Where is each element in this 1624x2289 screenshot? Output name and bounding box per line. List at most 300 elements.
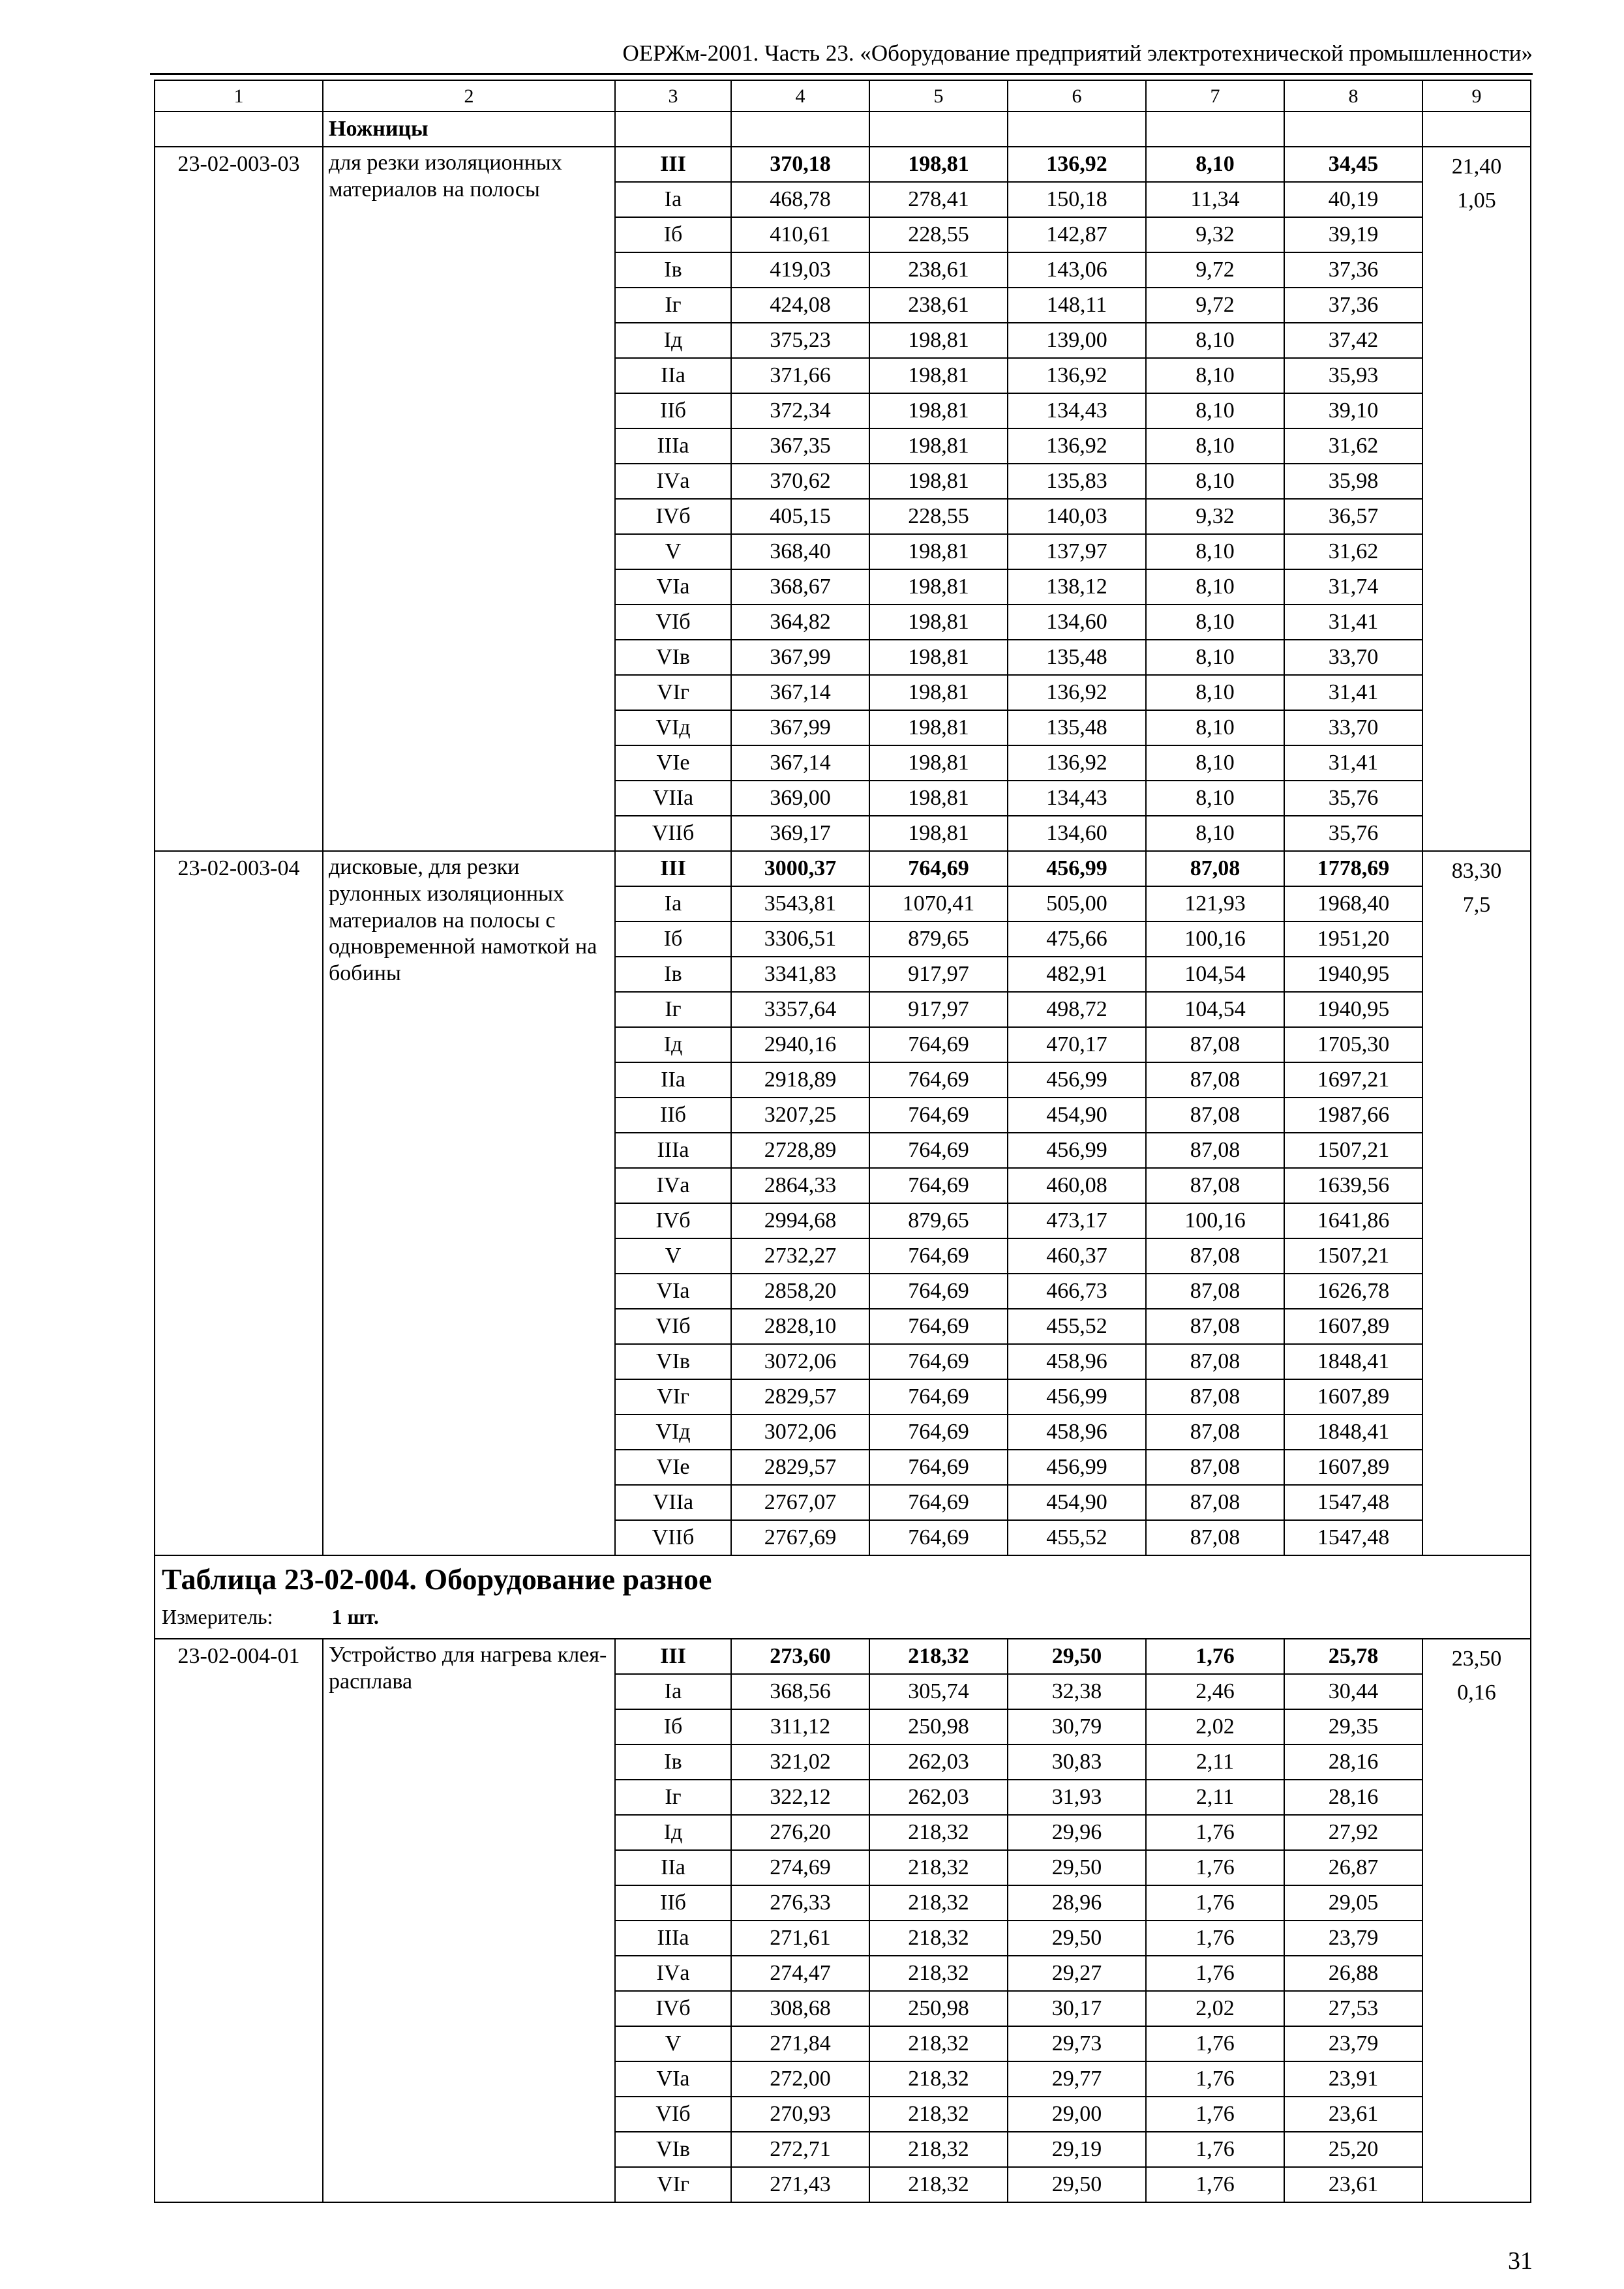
value-cell: 23,79	[1284, 1921, 1422, 1956]
value-cell: 31,74	[1284, 569, 1422, 605]
value-cell: 1507,21	[1284, 1133, 1422, 1168]
value-cell: 274,47	[731, 1956, 869, 1991]
value-cell: 473,17	[1008, 1203, 1146, 1238]
col9-value: 23,50	[1451, 1647, 1502, 1671]
value-cell: 23,61	[1284, 2167, 1422, 2202]
value-cell: 2994,68	[731, 1203, 869, 1238]
value-cell: 271,43	[731, 2167, 869, 2202]
value-cell: 764,69	[869, 1379, 1008, 1414]
zone-cell: IIб	[615, 1885, 731, 1921]
value-cell: 135,83	[1008, 464, 1146, 499]
position-description: дисковые, для резки рулонных изоляционных материалов на полосы с одновременной намоткой на бобины	[323, 851, 615, 1555]
value-cell: 1070,41	[869, 886, 1008, 921]
zone-cell: IIа	[615, 358, 731, 393]
value-cell: 139,00	[1008, 323, 1146, 358]
value-cell: 35,76	[1284, 816, 1422, 851]
value-cell: 28,16	[1284, 1744, 1422, 1780]
value-cell: 262,03	[869, 1744, 1008, 1780]
empty-cell	[1284, 112, 1422, 147]
value-cell: 29,77	[1008, 2061, 1146, 2097]
value-cell: 37,42	[1284, 323, 1422, 358]
value-cell: 8,10	[1146, 605, 1284, 640]
value-cell: 87,08	[1146, 1168, 1284, 1203]
value-cell: 278,41	[869, 182, 1008, 217]
unit-value: 1 шт.	[331, 1604, 379, 1628]
value-cell: 1848,41	[1284, 1414, 1422, 1450]
value-cell: 9,32	[1146, 217, 1284, 252]
value-cell: 364,82	[731, 605, 869, 640]
value-cell: 87,08	[1146, 1062, 1284, 1098]
value-cell: 410,61	[731, 217, 869, 252]
value-cell: 31,41	[1284, 675, 1422, 710]
zone-cell: III	[615, 851, 731, 886]
column-number-row	[155, 80, 1531, 112]
value-cell: 764,69	[869, 1485, 1008, 1520]
value-cell: 456,99	[1008, 1133, 1146, 1168]
value-cell: 3306,51	[731, 921, 869, 957]
zone-cell: IIа	[615, 1850, 731, 1885]
value-cell: 498,72	[1008, 992, 1146, 1027]
value-cell: 368,40	[731, 534, 869, 569]
value-cell: 3000,37	[731, 851, 869, 886]
value-cell: 2,46	[1146, 1674, 1284, 1709]
value-cell: 475,66	[1008, 921, 1146, 957]
value-cell: 198,81	[869, 358, 1008, 393]
value-cell: 218,32	[869, 1639, 1008, 1674]
zone-cell: VIв	[615, 2132, 731, 2167]
col9-value: 21,40	[1451, 155, 1502, 179]
value-cell: 8,10	[1146, 781, 1284, 816]
value-cell: 31,62	[1284, 428, 1422, 464]
value-cell: 29,50	[1008, 1639, 1146, 1674]
value-cell: 148,11	[1008, 288, 1146, 323]
value-cell: 29,19	[1008, 2132, 1146, 2167]
value-cell: 218,32	[869, 2097, 1008, 2132]
value-cell: 1607,89	[1284, 1379, 1422, 1414]
value-cell: 250,98	[869, 1991, 1008, 2026]
table-row	[155, 147, 1531, 182]
zone-cell: Iд	[615, 1815, 731, 1850]
value-cell: 31,41	[1284, 605, 1422, 640]
value-cell: 270,93	[731, 2097, 869, 2132]
value-cell: 271,84	[731, 2026, 869, 2061]
value-cell: 87,08	[1146, 1238, 1284, 1274]
value-cell: 764,69	[869, 1450, 1008, 1485]
value-cell: 37,36	[1284, 252, 1422, 288]
column-number: 8	[1284, 80, 1422, 112]
value-cell: 2829,57	[731, 1379, 869, 1414]
value-cell: 454,90	[1008, 1098, 1146, 1133]
value-cell: 250,98	[869, 1709, 1008, 1744]
value-cell: 35,98	[1284, 464, 1422, 499]
value-cell: 308,68	[731, 1991, 869, 2026]
empty-cell	[731, 112, 869, 147]
value-cell: 2828,10	[731, 1309, 869, 1344]
value-cell: 3207,25	[731, 1098, 869, 1133]
value-cell: 8,10	[1146, 534, 1284, 569]
value-cell: 218,32	[869, 2061, 1008, 2097]
zone-cell: VIа	[615, 1274, 731, 1309]
value-cell: 3072,06	[731, 1344, 869, 1379]
value-cell: 198,81	[869, 569, 1008, 605]
value-cell: 1940,95	[1284, 957, 1422, 992]
value-cell: 104,54	[1146, 957, 1284, 992]
empty-cell	[1008, 112, 1146, 147]
zone-cell: IIIа	[615, 428, 731, 464]
value-cell: 2728,89	[731, 1133, 869, 1168]
table-body	[155, 80, 1531, 2202]
value-cell: 218,32	[869, 2132, 1008, 2167]
value-cell: 1778,69	[1284, 851, 1422, 886]
value-cell: 764,69	[869, 1274, 1008, 1309]
value-cell: 370,18	[731, 147, 869, 182]
col9-values	[1422, 851, 1531, 1555]
section-code-cell	[155, 112, 323, 147]
value-cell: 764,69	[869, 1238, 1008, 1274]
value-cell: 1607,89	[1284, 1450, 1422, 1485]
empty-cell	[869, 112, 1008, 147]
zone-cell: Iг	[615, 1780, 731, 1815]
value-cell: 137,97	[1008, 534, 1146, 569]
value-cell: 1,76	[1146, 1639, 1284, 1674]
value-cell: 458,96	[1008, 1344, 1146, 1379]
value-cell: 198,81	[869, 464, 1008, 499]
empty-cell	[1422, 112, 1531, 147]
value-cell: 136,92	[1008, 428, 1146, 464]
value-cell: 87,08	[1146, 1274, 1284, 1309]
value-cell: 470,17	[1008, 1027, 1146, 1062]
value-cell: 218,32	[869, 1885, 1008, 1921]
column-number: 4	[731, 80, 869, 112]
value-cell: 30,17	[1008, 1991, 1146, 2026]
value-cell: 321,02	[731, 1744, 869, 1780]
value-cell: 764,69	[869, 851, 1008, 886]
value-cell: 454,90	[1008, 1485, 1146, 1520]
value-cell: 3357,64	[731, 992, 869, 1027]
value-cell: 2918,89	[731, 1062, 869, 1098]
value-cell: 8,10	[1146, 640, 1284, 675]
value-cell: 198,81	[869, 745, 1008, 781]
value-cell: 369,00	[731, 781, 869, 816]
value-cell: 8,10	[1146, 464, 1284, 499]
value-cell: 218,32	[869, 1956, 1008, 1991]
value-cell: 33,70	[1284, 640, 1422, 675]
value-cell: 1547,48	[1284, 1520, 1422, 1555]
value-cell: 271,61	[731, 1921, 869, 1956]
zone-cell: IVб	[615, 1991, 731, 2026]
value-cell: 367,99	[731, 640, 869, 675]
value-cell: 218,32	[869, 1921, 1008, 1956]
value-cell: 1951,20	[1284, 921, 1422, 957]
value-cell: 1,76	[1146, 1956, 1284, 1991]
zone-cell: VIв	[615, 640, 731, 675]
value-cell: 367,35	[731, 428, 869, 464]
value-cell: 34,45	[1284, 147, 1422, 182]
zone-cell: IVб	[615, 499, 731, 534]
value-cell: 27,53	[1284, 1991, 1422, 2026]
value-cell: 29,50	[1008, 2167, 1146, 2202]
value-cell: 198,81	[869, 534, 1008, 569]
table-heading-row	[155, 1555, 1531, 1639]
value-cell: 104,54	[1146, 992, 1284, 1027]
zone-cell: VIб	[615, 1309, 731, 1344]
zone-cell: VIIа	[615, 1485, 731, 1520]
zone-cell: Iг	[615, 288, 731, 323]
value-cell: 33,70	[1284, 710, 1422, 745]
zone-cell: VIв	[615, 1344, 731, 1379]
value-cell: 31,41	[1284, 745, 1422, 781]
zone-cell: Iб	[615, 921, 731, 957]
value-cell: 369,17	[731, 816, 869, 851]
value-cell: 879,65	[869, 1203, 1008, 1238]
value-cell: 39,19	[1284, 217, 1422, 252]
col9-value: 7,5	[1462, 893, 1491, 917]
value-cell: 371,66	[731, 358, 869, 393]
value-cell: 367,99	[731, 710, 869, 745]
value-cell: 28,96	[1008, 1885, 1146, 1921]
value-cell: 87,08	[1146, 1133, 1284, 1168]
value-cell: 482,91	[1008, 957, 1146, 992]
value-cell: 218,32	[869, 1815, 1008, 1850]
value-cell: 764,69	[869, 1062, 1008, 1098]
value-cell: 87,08	[1146, 851, 1284, 886]
value-cell: 228,55	[869, 499, 1008, 534]
value-cell: 368,67	[731, 569, 869, 605]
value-cell: 134,43	[1008, 781, 1146, 816]
zone-cell: IVа	[615, 1956, 731, 1991]
value-cell: 455,52	[1008, 1309, 1146, 1344]
value-cell: 272,71	[731, 2132, 869, 2167]
value-cell: 121,93	[1146, 886, 1284, 921]
value-cell: 136,92	[1008, 745, 1146, 781]
value-cell: 1,76	[1146, 2167, 1284, 2202]
value-cell: 87,08	[1146, 1344, 1284, 1379]
zone-cell: IIIа	[615, 1133, 731, 1168]
value-cell: 3072,06	[731, 1414, 869, 1450]
value-cell: 198,81	[869, 147, 1008, 182]
value-cell: 273,60	[731, 1639, 869, 1674]
value-cell: 764,69	[869, 1414, 1008, 1450]
zone-cell: V	[615, 1238, 731, 1274]
zone-cell: VIе	[615, 1450, 731, 1485]
value-cell: 917,97	[869, 957, 1008, 992]
zone-cell: IVа	[615, 1168, 731, 1203]
value-cell: 8,10	[1146, 358, 1284, 393]
value-cell: 39,10	[1284, 393, 1422, 428]
value-cell: 311,12	[731, 1709, 869, 1744]
value-cell: 228,55	[869, 217, 1008, 252]
zone-cell: IIб	[615, 1098, 731, 1133]
value-cell: 3543,81	[731, 886, 869, 921]
price-table	[154, 80, 1531, 2203]
value-cell: 36,57	[1284, 499, 1422, 534]
value-cell: 2829,57	[731, 1450, 869, 1485]
zone-cell: Iа	[615, 1674, 731, 1709]
empty-cell	[1146, 112, 1284, 147]
value-cell: 1641,86	[1284, 1203, 1422, 1238]
value-cell: 35,76	[1284, 781, 1422, 816]
value-cell: 29,35	[1284, 1709, 1422, 1744]
value-cell: 35,93	[1284, 358, 1422, 393]
value-cell: 150,18	[1008, 182, 1146, 217]
value-cell: 456,99	[1008, 1379, 1146, 1414]
value-cell: 29,00	[1008, 2097, 1146, 2132]
value-cell: 87,08	[1146, 1098, 1284, 1133]
value-cell: 142,87	[1008, 217, 1146, 252]
value-cell: 9,72	[1146, 288, 1284, 323]
col9-value: 83,30	[1451, 859, 1502, 883]
value-cell: 764,69	[869, 1098, 1008, 1133]
column-number: 3	[615, 80, 731, 112]
value-cell: 456,99	[1008, 851, 1146, 886]
value-cell: 2767,07	[731, 1485, 869, 1520]
column-number: 2	[323, 80, 615, 112]
value-cell: 87,08	[1146, 1450, 1284, 1485]
value-cell: 138,12	[1008, 569, 1146, 605]
zone-cell: IVб	[615, 1203, 731, 1238]
zone-cell: IIб	[615, 393, 731, 428]
value-cell: 28,16	[1284, 1780, 1422, 1815]
value-cell: 1848,41	[1284, 1344, 1422, 1379]
value-cell: 198,81	[869, 428, 1008, 464]
value-cell: 455,52	[1008, 1520, 1146, 1555]
value-cell: 218,32	[869, 2167, 1008, 2202]
table-title: Таблица 23-02-004. Оборудование разное	[162, 1563, 712, 1596]
zone-cell: Iв	[615, 957, 731, 992]
column-number: 5	[869, 80, 1008, 112]
value-cell: 1,76	[1146, 1850, 1284, 1885]
value-cell: 198,81	[869, 605, 1008, 640]
column-number: 9	[1422, 80, 1531, 112]
value-cell: 1,76	[1146, 2026, 1284, 2061]
value-cell: 238,61	[869, 252, 1008, 288]
value-cell: 1,76	[1146, 2097, 1284, 2132]
value-cell: 419,03	[731, 252, 869, 288]
value-cell: 2767,69	[731, 1520, 869, 1555]
value-cell: 1705,30	[1284, 1027, 1422, 1062]
value-cell: 198,81	[869, 393, 1008, 428]
value-cell: 134,43	[1008, 393, 1146, 428]
value-cell: 2940,16	[731, 1027, 869, 1062]
zone-cell: VIб	[615, 605, 731, 640]
value-cell: 505,00	[1008, 886, 1146, 921]
zone-cell: Iа	[615, 886, 731, 921]
header-text: ОЕРЖм-2001. Часть 23. «Оборудование предприятий электротехнической промышленности»	[622, 40, 1533, 66]
page-number: 31	[1508, 2247, 1533, 2275]
value-cell: 367,14	[731, 745, 869, 781]
value-cell: 31,93	[1008, 1780, 1146, 1815]
zone-cell: VIе	[615, 745, 731, 781]
value-cell: 2732,27	[731, 1238, 869, 1274]
value-cell: 1547,48	[1284, 1485, 1422, 1520]
value-cell: 276,33	[731, 1885, 869, 1921]
value-cell: 87,08	[1146, 1485, 1284, 1520]
value-cell: 372,34	[731, 393, 869, 428]
value-cell: 30,83	[1008, 1744, 1146, 1780]
value-cell: 29,27	[1008, 1956, 1146, 1991]
value-cell: 8,10	[1146, 569, 1284, 605]
value-cell: 135,48	[1008, 640, 1146, 675]
value-cell: 1507,21	[1284, 1238, 1422, 1274]
value-cell: 23,79	[1284, 2026, 1422, 2061]
value-cell: 11,34	[1146, 182, 1284, 217]
zone-cell: IVа	[615, 464, 731, 499]
zone-cell: VIа	[615, 2061, 731, 2097]
value-cell: 87,08	[1146, 1520, 1284, 1555]
value-cell: 30,44	[1284, 1674, 1422, 1709]
section-row	[155, 112, 1531, 147]
unit-label: Измеритель:	[162, 1604, 273, 1628]
value-cell: 218,32	[869, 2026, 1008, 2061]
value-cell: 764,69	[869, 1168, 1008, 1203]
value-cell: 25,78	[1284, 1639, 1422, 1674]
zone-cell: Iв	[615, 1744, 731, 1780]
col9-value: 1,05	[1457, 188, 1496, 213]
zone-cell: III	[615, 1639, 731, 1674]
value-cell: 1940,95	[1284, 992, 1422, 1027]
value-cell: 879,65	[869, 921, 1008, 957]
value-cell: 274,69	[731, 1850, 869, 1885]
position-description: Устройство для нагрева клея-расплава	[323, 1639, 615, 2202]
zone-cell: Iб	[615, 217, 731, 252]
value-cell: 262,03	[869, 1780, 1008, 1815]
value-cell: 29,05	[1284, 1885, 1422, 1921]
value-cell: 367,14	[731, 675, 869, 710]
value-cell: 764,69	[869, 1520, 1008, 1555]
value-cell: 305,74	[869, 1674, 1008, 1709]
value-cell: 456,99	[1008, 1450, 1146, 1485]
value-cell: 87,08	[1146, 1379, 1284, 1414]
value-cell: 40,19	[1284, 182, 1422, 217]
empty-cell	[615, 112, 731, 147]
zone-cell: VIа	[615, 569, 731, 605]
value-cell: 87,08	[1146, 1027, 1284, 1062]
zone-cell: VIIа	[615, 781, 731, 816]
value-cell: 135,48	[1008, 710, 1146, 745]
value-cell: 1626,78	[1284, 1274, 1422, 1309]
column-number: 6	[1008, 80, 1146, 112]
table-row	[155, 851, 1531, 886]
value-cell: 218,32	[869, 1850, 1008, 1885]
value-cell: 322,12	[731, 1780, 869, 1815]
value-cell: 9,32	[1146, 499, 1284, 534]
value-cell: 8,10	[1146, 745, 1284, 781]
value-cell: 198,81	[869, 781, 1008, 816]
value-cell: 134,60	[1008, 816, 1146, 851]
value-cell: 1,76	[1146, 2132, 1284, 2167]
value-cell: 2858,20	[731, 1274, 869, 1309]
value-cell: 2864,33	[731, 1168, 869, 1203]
value-cell: 375,23	[731, 323, 869, 358]
unit-line	[162, 1604, 1530, 1631]
value-cell: 764,69	[869, 1027, 1008, 1062]
value-cell: 1639,56	[1284, 1168, 1422, 1203]
value-cell: 468,78	[731, 182, 869, 217]
value-cell: 8,10	[1146, 323, 1284, 358]
value-cell: 272,00	[731, 2061, 869, 2097]
value-cell: 29,50	[1008, 1850, 1146, 1885]
value-cell: 1987,66	[1284, 1098, 1422, 1133]
zone-cell: VIг	[615, 2167, 731, 2202]
value-cell: 87,08	[1146, 1309, 1284, 1344]
value-cell: 917,97	[869, 992, 1008, 1027]
value-cell: 370,62	[731, 464, 869, 499]
col9-value: 0,16	[1457, 1681, 1496, 1705]
value-cell: 198,81	[869, 675, 1008, 710]
value-cell: 764,69	[869, 1309, 1008, 1344]
zone-cell: VIIб	[615, 816, 731, 851]
value-cell: 29,73	[1008, 2026, 1146, 2061]
